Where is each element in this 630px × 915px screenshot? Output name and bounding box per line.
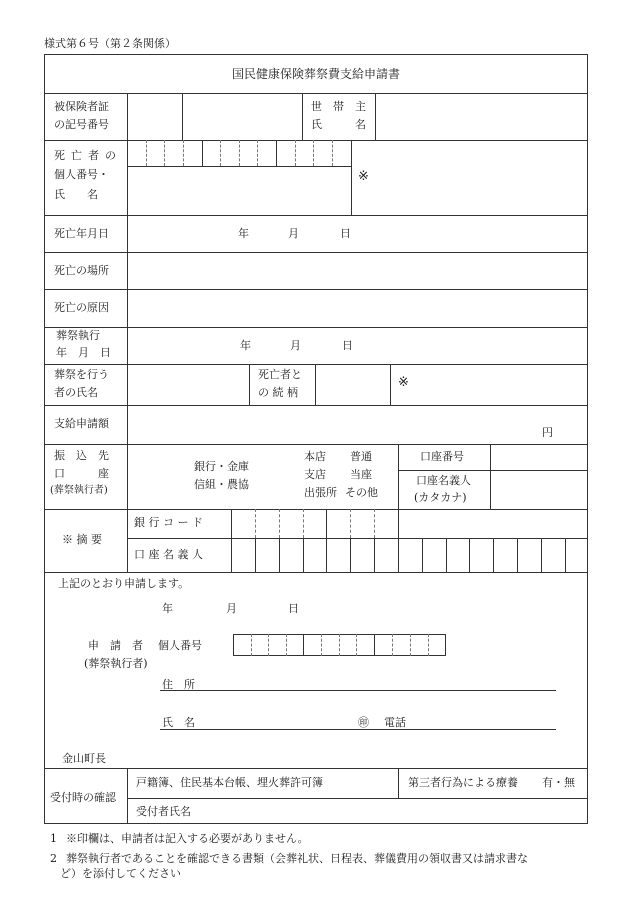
insured-label-2: の記号番号	[54, 118, 109, 131]
applicant-label: 申 請 者	[88, 639, 143, 652]
insured-number-field[interactable]	[183, 94, 301, 140]
reception-label: 受付時の確認	[50, 791, 116, 804]
householder-label-2: 氏 名	[311, 118, 366, 131]
death-date-day: 日	[340, 227, 351, 240]
householder-label-1: 世 帯 主	[311, 100, 366, 113]
application-day: 日	[288, 602, 299, 615]
funeral-person-label-2: 者の氏名	[54, 386, 98, 399]
death-cause-field[interactable]	[128, 290, 587, 327]
account-number-field[interactable]	[491, 445, 587, 470]
funeral-date-month: 月	[290, 339, 301, 352]
funeral-person-label-1: 葬祭を行う	[54, 368, 109, 381]
note-1-number: 1	[50, 832, 57, 845]
account-name-label: 口 座 名 義 人	[134, 548, 203, 561]
transfer-label-3: (葬祭執行者)	[50, 485, 108, 496]
third-party-label: 第三者行為による療養	[408, 776, 518, 789]
personal-number-label: 個人番号	[158, 639, 202, 652]
form-title: 国民健康保険葬祭費支給申請書	[231, 67, 400, 81]
relation-label-1: 死亡者と	[258, 368, 302, 381]
branch-branch: 支店	[304, 468, 326, 481]
account-type-ordinary: 普通	[350, 450, 372, 463]
account-name-field[interactable]	[232, 539, 587, 572]
application-month: 月	[226, 602, 237, 615]
phone-field[interactable]	[414, 713, 554, 728]
amount-field[interactable]	[128, 406, 587, 444]
account-type-other: その他	[345, 486, 378, 499]
applicant-sub-label: (葬祭執行者)	[84, 657, 148, 670]
deceased-name-field[interactable]	[128, 167, 350, 214]
account-holder-label-1: 口座名義人	[416, 474, 471, 487]
funeral-date-label-2: 年 月 日	[56, 346, 111, 359]
bank-code-label: 銀 行 コ ー ド	[134, 516, 203, 529]
death-place-label: 死亡の場所	[54, 264, 109, 277]
note-1-text: ※印欄は、申請者は記入する必要がありません。	[66, 832, 309, 845]
deceased-label-3: 氏 名	[54, 188, 98, 201]
address-label: 住 所	[162, 678, 195, 691]
form-number: 様式第６号（第２条関係）	[44, 37, 176, 50]
transfer-label-1: 振 込 先	[54, 449, 109, 462]
bank-types-1: 銀行・金庫	[194, 460, 249, 473]
bank-types-2: 信組・農協	[194, 478, 249, 491]
note-2-number: 2	[50, 852, 57, 865]
amount-label: 支給申請額	[54, 417, 109, 430]
insured-symbol-field[interactable]	[128, 94, 181, 140]
account-holder-field[interactable]	[491, 471, 587, 509]
addressee: 金山町長	[62, 752, 106, 765]
funeral-person-office-mark: ※	[398, 375, 409, 390]
account-type-current: 当座	[350, 468, 372, 481]
relation-label-2: の 続 柄	[258, 386, 298, 399]
name-label: 氏 名	[162, 716, 195, 729]
funeral-date-day: 日	[342, 339, 353, 352]
applicant-name-field[interactable]	[215, 713, 355, 728]
death-cause-label: 死亡の原因	[54, 301, 109, 314]
declaration-statement: 上記のとおり申請します。	[58, 577, 190, 590]
branch-office: 出張所	[304, 486, 337, 499]
death-date-year: 年	[238, 227, 249, 240]
account-number-label: 口座番号	[420, 450, 464, 463]
deceased-personal-number-field[interactable]	[128, 141, 350, 166]
funeral-person-name-field[interactable]	[128, 365, 248, 405]
deceased-office-mark: ※	[358, 169, 369, 184]
insured-label-1: 被保険者証	[54, 100, 109, 113]
registers-check: 戸籍簿、住民基本台帳、埋火葬許可簿	[136, 776, 323, 789]
death-date-month: 月	[288, 227, 299, 240]
summary-label: ※ 摘 要	[62, 533, 102, 546]
note-2-text-1: 葬祭執行者であることを確認できる書類（会葬礼状、日程表、葬儀費用の領収書又は請求書な	[66, 852, 528, 865]
deceased-label-2: 個人番号・	[54, 168, 109, 181]
seal-mark: ㊞	[358, 716, 369, 729]
deceased-label-1: 死亡者の	[54, 149, 116, 162]
application-year: 年	[162, 602, 173, 615]
bank-code-field[interactable]	[232, 510, 397, 538]
death-date-label: 死亡年月日	[54, 227, 109, 240]
account-holder-label-2: (カタカナ)	[414, 491, 467, 504]
relation-field[interactable]	[316, 365, 389, 405]
address-field[interactable]	[215, 675, 555, 690]
death-place-field[interactable]	[128, 253, 587, 289]
branch-main: 本店	[304, 450, 326, 463]
transfer-label-2: 口 座	[54, 467, 109, 480]
third-party-yes-no[interactable]: 有・無	[542, 776, 575, 789]
funeral-date-year: 年	[240, 339, 251, 352]
phone-label: 電話	[384, 716, 406, 729]
receiver-name-label: 受付者氏名	[136, 805, 191, 818]
note-2-text-2: ど）を添付してください	[60, 867, 181, 880]
amount-unit: 円	[542, 426, 553, 439]
householder-name-field[interactable]	[376, 94, 587, 140]
funeral-date-label-1: 葬祭執行	[56, 329, 100, 342]
